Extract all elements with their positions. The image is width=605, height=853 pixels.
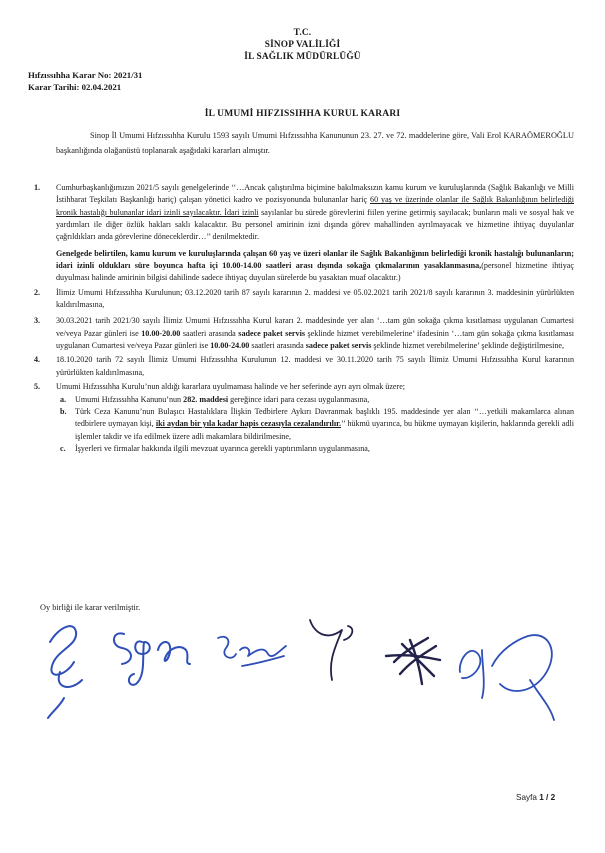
item-3-text-5: şeklinde hizmet verebilmelerine’ şeklinde değiştirilmesine, <box>371 341 565 351</box>
item-3-text-4: saatleri arasında <box>249 341 306 351</box>
sanction-item-a <box>56 394 574 406</box>
sanction-a-article: 282. maddesi <box>183 394 229 404</box>
item-1-text-b: sayılanlar bu sürede görevlerini fiilen yerine getirmiş sayılacak; bunların mali ve sosyal hak ve yardımları ile diğer özlük hakları saklı kalacaktır. Bu personel amirinin izni dışında görev mahallinden ayrılmayacak ve hizmetine ihtiyaç duyulanlar çağrıldıkları anda görevlerine döneceklerdir…’’ denilmektedir. <box>56 207 574 242</box>
item-number: 3. <box>34 316 41 326</box>
item-5-text: Umumi Hıfzıssıhha Kurulu’nun aldığı kararlara uyulmaması halinde ve her seferinde ayrı ayrı olmak üzere; <box>56 382 406 392</box>
header-health-directorate: İL SAĞLIK MÜDÜRLÜĞÜ <box>244 52 361 62</box>
sanction-item-b <box>56 406 574 443</box>
sanction-letter: a. <box>60 394 67 404</box>
item-1-parenthetical: (personel hizmetine ihtiyaç duyulması halinde amirinin bilgisi dahilinde sadece ihtiyaç duyulan sürelerde bu yasaktan muaf olacaktır.) <box>56 261 574 283</box>
decision-number: Hıfzıssıhha Karar No: 2021/31 <box>28 70 143 80</box>
item-4-text: 18.10.2020 tarih 72 sayılı İlimiz Umumi Hıfzıssıhha Kurulunun 12. maddesi ve 30.11.2020 tarih 75 sayılı İlimiz Umumi Hıfzıssıhha Kurul kararının yürürlükten kaldırılmasına, <box>56 355 574 377</box>
sanction-b-penalty: iki aydan bir yıla kadar hapis cezasıyla cezalandırılır. <box>155 419 341 429</box>
sanction-c-text: İşyerleri ve firmalar hakkında ilgili mevzuat uyarınca gerekli yaptırımların uygulanmasına, <box>75 443 370 453</box>
signature-2 <box>114 633 190 684</box>
sanction-item-c <box>56 443 574 455</box>
sanction-b-text-1: Türk Ceza Kanunu’nun Bulaşıcı Hastalıklara İlişkin Tedbirlere Aykırı Davranmak başlıklı 195. maddesinde yer alan ‘‘…yetkili makamlarca alınan tedbirlere uymayan kişi, <box>75 406 574 429</box>
signatures-block <box>30 580 590 750</box>
item-1-underlined-text: 60 yaş ve üzerinde olanlar ile Sağlık Bakanlığının belirlediği kronik hastalığı bulunanlar idari izinli sayılacaktır. İdari izinli <box>56 195 574 217</box>
page-separator: / <box>543 793 551 802</box>
document-title: İL UMUMİ HIFZISSIHHA KURUL KARARI <box>204 109 401 119</box>
sanction-a-text-1: Umumi Hıfzıssıhha Kanunu’nun <box>75 394 184 404</box>
signature-6 <box>460 635 554 720</box>
closing-statement: Oy birliği ile karar verilmiştir. <box>40 603 141 612</box>
item-3-text-2: saatleri arasında <box>180 328 239 338</box>
signature-3 <box>218 637 286 666</box>
header-tc: T.C. <box>293 28 312 38</box>
sanction-letter: c. <box>60 443 66 453</box>
item-1-bold-text: Genelgede belirtilen, kamu kurum ve kuruluşlarında çalışan 60 yaş ve üzeri olanlar ile Sağlık Bakanlığının belirlediği kronik hastalığı bulunanların; idari izinli oldukları süre boyunca hafta içi 10.00-14.00 saatleri arası dışında sokağa çıkmalarının yasaklanmasına, <box>56 248 574 271</box>
decision-item-3 <box>34 315 574 352</box>
current-page: 1 <box>539 793 544 802</box>
item-1-quote-paragraph <box>56 182 574 244</box>
item-3-service-new: sadece paket servis <box>305 341 372 351</box>
item-number: 4. <box>34 355 41 365</box>
item-3-text-3: şeklinde hizmet verebilmelerine’ ifadesinin ‘…tam gün sokağa çıkma kısıtlaması uygulanan Cumartesi ve/veya Pazar günleri ise <box>56 328 574 351</box>
item-number: 5. <box>34 382 41 392</box>
item-2-text: İlimiz Umumi Hıfzıssıhha Kurulunun; 03.12.2020 tarih 87 sayılı kararının 2. maddesi ve 05.02.2021 tarih 2021/8 sayılı kararının 3. maddesinin yürürlükten kaldırılmasına, <box>56 287 574 310</box>
decision-item-2 <box>34 287 574 312</box>
item-1-text-a: Cumhurbaşkanlığımızın 2021/5 sayılı genelgelerinde ‘‘…Ancak çalıştırılma biçimine bakılmaksızın kamu kurum ve kuruluşlarında (Sağlık Bakanlığı ve Milli İstihbarat Teşkilatı Başkanlığı hariç) çalışan yönetici kadro ve pozisyonunda bulunanlar hariç <box>56 183 574 205</box>
total-pages: 2 <box>550 793 556 802</box>
signature-1 <box>48 626 82 718</box>
decision-item-1 <box>34 182 574 285</box>
signature-5 <box>386 638 440 684</box>
page-label: Sayfa <box>516 793 537 802</box>
sanction-letter: b. <box>60 406 67 416</box>
item-3-hours-old: 10.00-20.00 <box>141 328 181 338</box>
decision-item-4 <box>34 354 574 379</box>
signature-4 <box>310 620 352 680</box>
decision-item-5 <box>34 381 575 455</box>
item-3-service-old: sadece paket servis <box>238 328 305 338</box>
item-3-text-1: 30.03.2021 tarih 2021/30 sayılı İlimiz Umumi Hıfzıssıhha Kurul kararı 2. maddesinde yer alan ‘…tam gün sokağa çıkma kısıtlaması uygulanan Cumartesi ve/veya Pazar günleri ise <box>56 316 574 338</box>
decision-date: Karar Tarihi: 02.04.2021 <box>28 82 122 92</box>
item-1-decision-paragraph <box>56 248 574 285</box>
sanction-list <box>56 394 574 456</box>
item-3-hours-new: 10.00-24.00 <box>210 341 250 351</box>
item-number: 2. <box>34 287 41 297</box>
sanction-a-text-2: gereğince idari para cezası uygulanmasına, <box>228 394 370 404</box>
sanction-b-text-2: ’’ hükmü uyarınca, bu hükme uymayan kişilerin, haklarında gerekli adli işlemler takdir ve ifa edilmek üzere adli makamlara bildirilmesine, <box>75 419 575 441</box>
item-number: 1. <box>34 183 41 192</box>
intro-paragraph: Sinop İl Umumi Hıfzıssıhha Kurulu 1593 sayılı Umumi Hıfzıssıhha Kanununun 23. 27. ve 72. maddelerine göre, Vali Erol KARAÖMEROĞLU başkanlığında olağanüstü toplanarak aşağıdaki kararları almıştır. <box>56 131 574 155</box>
header-governorship: SİNOP VALİLİĞİ <box>264 40 341 50</box>
decision-list <box>34 182 575 455</box>
page-number <box>516 793 555 802</box>
